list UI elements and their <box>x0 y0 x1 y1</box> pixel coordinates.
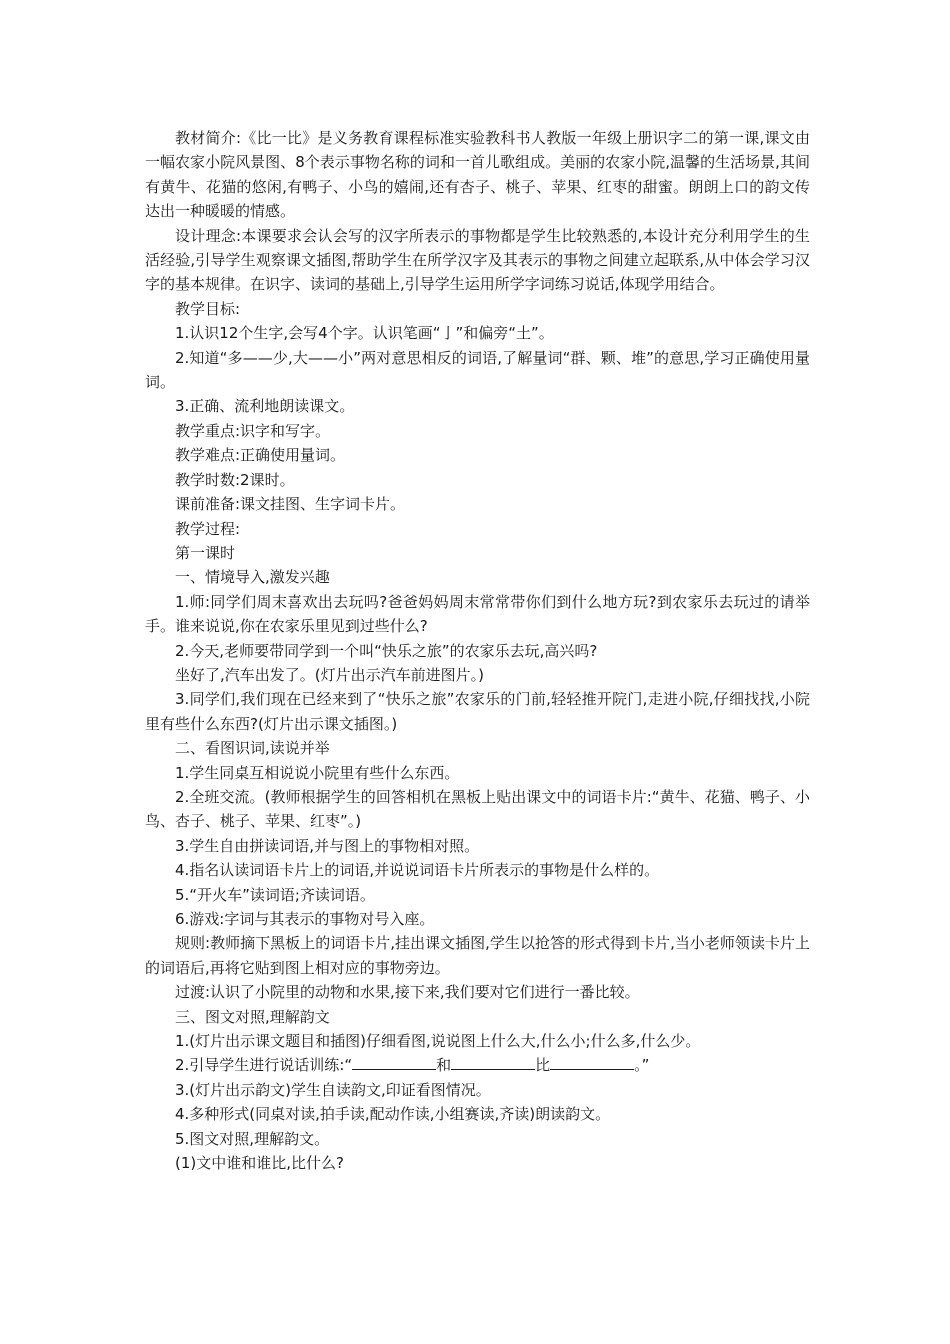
fill-blank-prefix: 2.引导学生进行说话训练:“ <box>175 1056 353 1075</box>
paragraph-focus: 教学重点:识字和写字。 <box>175 421 331 440</box>
paragraph-s2-step-4: 4.指名认读词语卡片上的词语,并说说词语卡片所表示的事物是什么样的。 <box>175 861 660 880</box>
section-heading-3: 三、图文对照,理解韵文 <box>175 1007 330 1026</box>
document-body <box>145 126 810 1175</box>
paragraph-s1-step-3: 3.同学们,我们现在已经来到了“快乐之旅”农家乐的门前,轻轻推开院门,走进小院,仔细找找,小院里有些什么东西?(灯片出示课文插图。) <box>145 690 810 733</box>
paragraph-goals-heading: 教学目标: <box>175 299 241 318</box>
paragraph-hours: 教学时数:2课时。 <box>175 470 295 489</box>
paragraph-s2-transition: 过渡:认识了小院里的动物和水果,接下来,我们要对它们进行一番比较。 <box>175 983 640 1002</box>
fill-blank-word-2: 比 <box>535 1056 551 1075</box>
paragraph-intro: 教材简介:《比一比》是义务教育课程标准实验教科书人教版一年级上册识字二的第一课,课文由一幅农家小院风景图、8个表示事物名称的词和一首儿歌组成。美丽的农家小院,温馨的生活场景,其间有黄牛、花猫的悠闲,有鸭子、小鸟的嬉闹,还有杏子、桃子、苹果、红枣的甜蜜。朗朗上口的韵文传达出一种暖暖的情感。 <box>145 129 810 221</box>
paragraph-s2-rules: 规则:教师摘下黑板上的词语卡片,挂出课文插图,学生以抢答的形式得到卡片,当小老师领读卡片上的词语后,再将它贴到图上相对应的事物旁边。 <box>145 934 810 977</box>
paragraph-s3-step-4: 4.多种形式(同桌对读,拍手读,配动作读,小组赛读,齐读)朗读韵文。 <box>175 1105 611 1124</box>
section-heading-1: 一、情境导入,激发兴趣 <box>175 568 330 587</box>
section-heading-2: 二、看图识词,读说并举 <box>175 739 330 758</box>
paragraph-s2-step-2: 2.全班交流。(教师根据学生的回答相机在黑板上贴出课文中的词语卡片:“黄牛、花猫、鸭子、小鸟、杏子、桃子、苹果、红枣”。) <box>145 787 810 831</box>
fill-blank-word-1: 和 <box>436 1056 452 1075</box>
paragraph-s2-step-1: 1.学生同桌互相说说小院里有些什么东西。 <box>175 763 460 782</box>
paragraph-s1-step-2: 2.今天,老师要带同学到一个叫“快乐之旅”的农家乐去玩,高兴吗? <box>175 641 598 660</box>
paragraph-s2-step-6: 6.游戏:字词与其表示的事物对号入座。 <box>175 910 435 928</box>
paragraph-lesson-1: 第一课时 <box>175 543 236 562</box>
paragraph-s1-step-1: 1.师:同学们周末喜欢出去玩吗?爸爸妈妈周末常常带你们到什么地方玩?到农家乐去玩过的请举手。谁来说说,你在农家乐里见到过些什么? <box>145 592 810 636</box>
paragraph-preparation: 课前准备:课文挂图、生字词卡片。 <box>175 495 406 514</box>
paragraph-goal-2: 2.知道“多——少,大——小”两对意思相反的词语,了解量词“群、颗、堆”的意思,学习正确使用量词。 <box>145 348 810 392</box>
blank-line <box>352 1054 436 1070</box>
paragraph-s3-step-3: 3.(灯片出示韵文)学生自读韵文,印证看图情况。 <box>175 1080 491 1099</box>
paragraph-design: 设计理念:本课要求会认会写的汉字所表示的事物都是学生比较熟悉的,本设计充分利用学生的生活经验,引导学生观察课文插图,帮助学生在所学汉字及其表示的事物之间建立起联系,从中体会学习汉字的基本规律。在识字、读词的基础上,引导学生运用所学字词练习说话,体现学用结合。 <box>145 226 810 294</box>
blank-line <box>550 1054 634 1070</box>
paragraph-s3-step-2 <box>145 1053 810 1077</box>
paragraph-difficulty: 教学难点:正确使用量词。 <box>175 446 346 465</box>
paragraph-goal-3: 3.正确、流利地朗读课文。 <box>175 397 355 416</box>
paragraph-s3-question-1: (1)文中谁和谁比,比什么? <box>175 1154 344 1173</box>
fill-blank-suffix: 。” <box>634 1056 650 1075</box>
blank-line <box>451 1054 535 1070</box>
paragraph-s1-car: 坐好了,汽车出发了。(灯片出示汽车前进图片。) <box>175 665 484 684</box>
paragraph-s2-step-3: 3.学生自由拼读词语,并与图上的事物相对照。 <box>175 836 480 855</box>
paragraph-process-heading: 教学过程: <box>175 519 241 538</box>
paragraph-s3-step-5: 5.图文对照,理解韵文。 <box>175 1129 330 1148</box>
paragraph-goal-1: 1.认识12个生字,会写4个字。认识笔画“亅”和偏旁“土”。 <box>175 324 554 343</box>
paragraph-s2-step-5: 5.“开火车”读词语;齐读词语。 <box>175 885 375 904</box>
paragraph-s3-step-1: 1.(灯片出示课文题目和插图)仔细看图,说说图上什么大,什么小;什么多,什么少。 <box>175 1032 701 1051</box>
